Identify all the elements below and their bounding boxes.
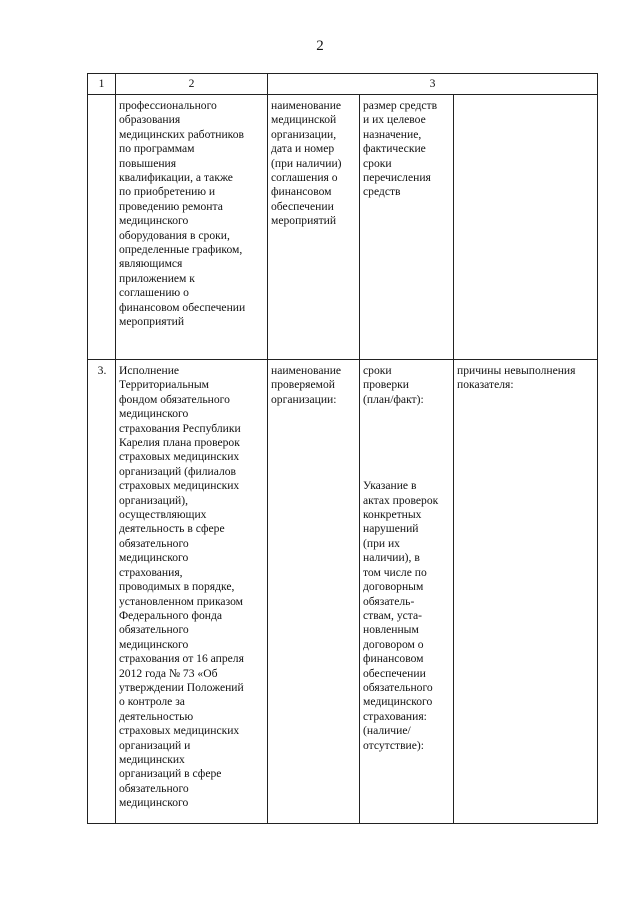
row-description: Исполнение Территориальным фондом обязательного медицинского страхования Республики Карелия плана проверок страховых медицинских организаций (филиалов страховых медицинских организаций), осуществляющих деятельность в сфере обязательного медицинского страхования, проводимых в порядке, установленном приказом Федерального фонда обязательного медицинского страхования от 16 апреля 2012 года № 73 «Об утверждении Положений о контроле за деятельностью страховых медицинских организаций и медицинских организаций в сфере обязательного медицинского [116, 360, 268, 824]
row-description: профессионального образования медицинских работников по программам повышения квалификации, а также по приобретению и проведению ремонта медицинского оборудования в сроки, определенные графиком, являющимся приложением к соглашению о финансовом обеспечении мероприятий [116, 95, 268, 360]
report-table [87, 73, 598, 824]
row-details: сроки проверки (план/факт): Указание в актах проверок конкретных нарушений (при их наличии), в том числе по договорным обязатель- ствам, уста- новленным договором о финансовом обеспечении обязательного медицинского страхования: (наличие/ отсутствие): [360, 360, 454, 824]
row-organization: наименование проверяемой организации: [268, 360, 360, 824]
table-row [88, 95, 598, 360]
row-number [88, 95, 116, 360]
page-number: 2 [316, 38, 324, 54]
row-reasons: причины невыполнения показателя: [454, 360, 598, 824]
header-col-2: 2 [116, 74, 268, 95]
table-header-row [88, 74, 598, 95]
row-details: размер средств и их целевое назначение, фактические сроки перечисления средств [360, 95, 454, 360]
header-col-1: 1 [88, 74, 116, 95]
header-col-3: 3 [268, 74, 598, 95]
table-row [88, 360, 598, 824]
row-number: 3. [88, 360, 116, 824]
row-reasons [454, 95, 598, 360]
row-organization: наименование медицинской организации, дата и номер (при наличии) соглашения о финансовом обеспечении мероприятий [268, 95, 360, 360]
